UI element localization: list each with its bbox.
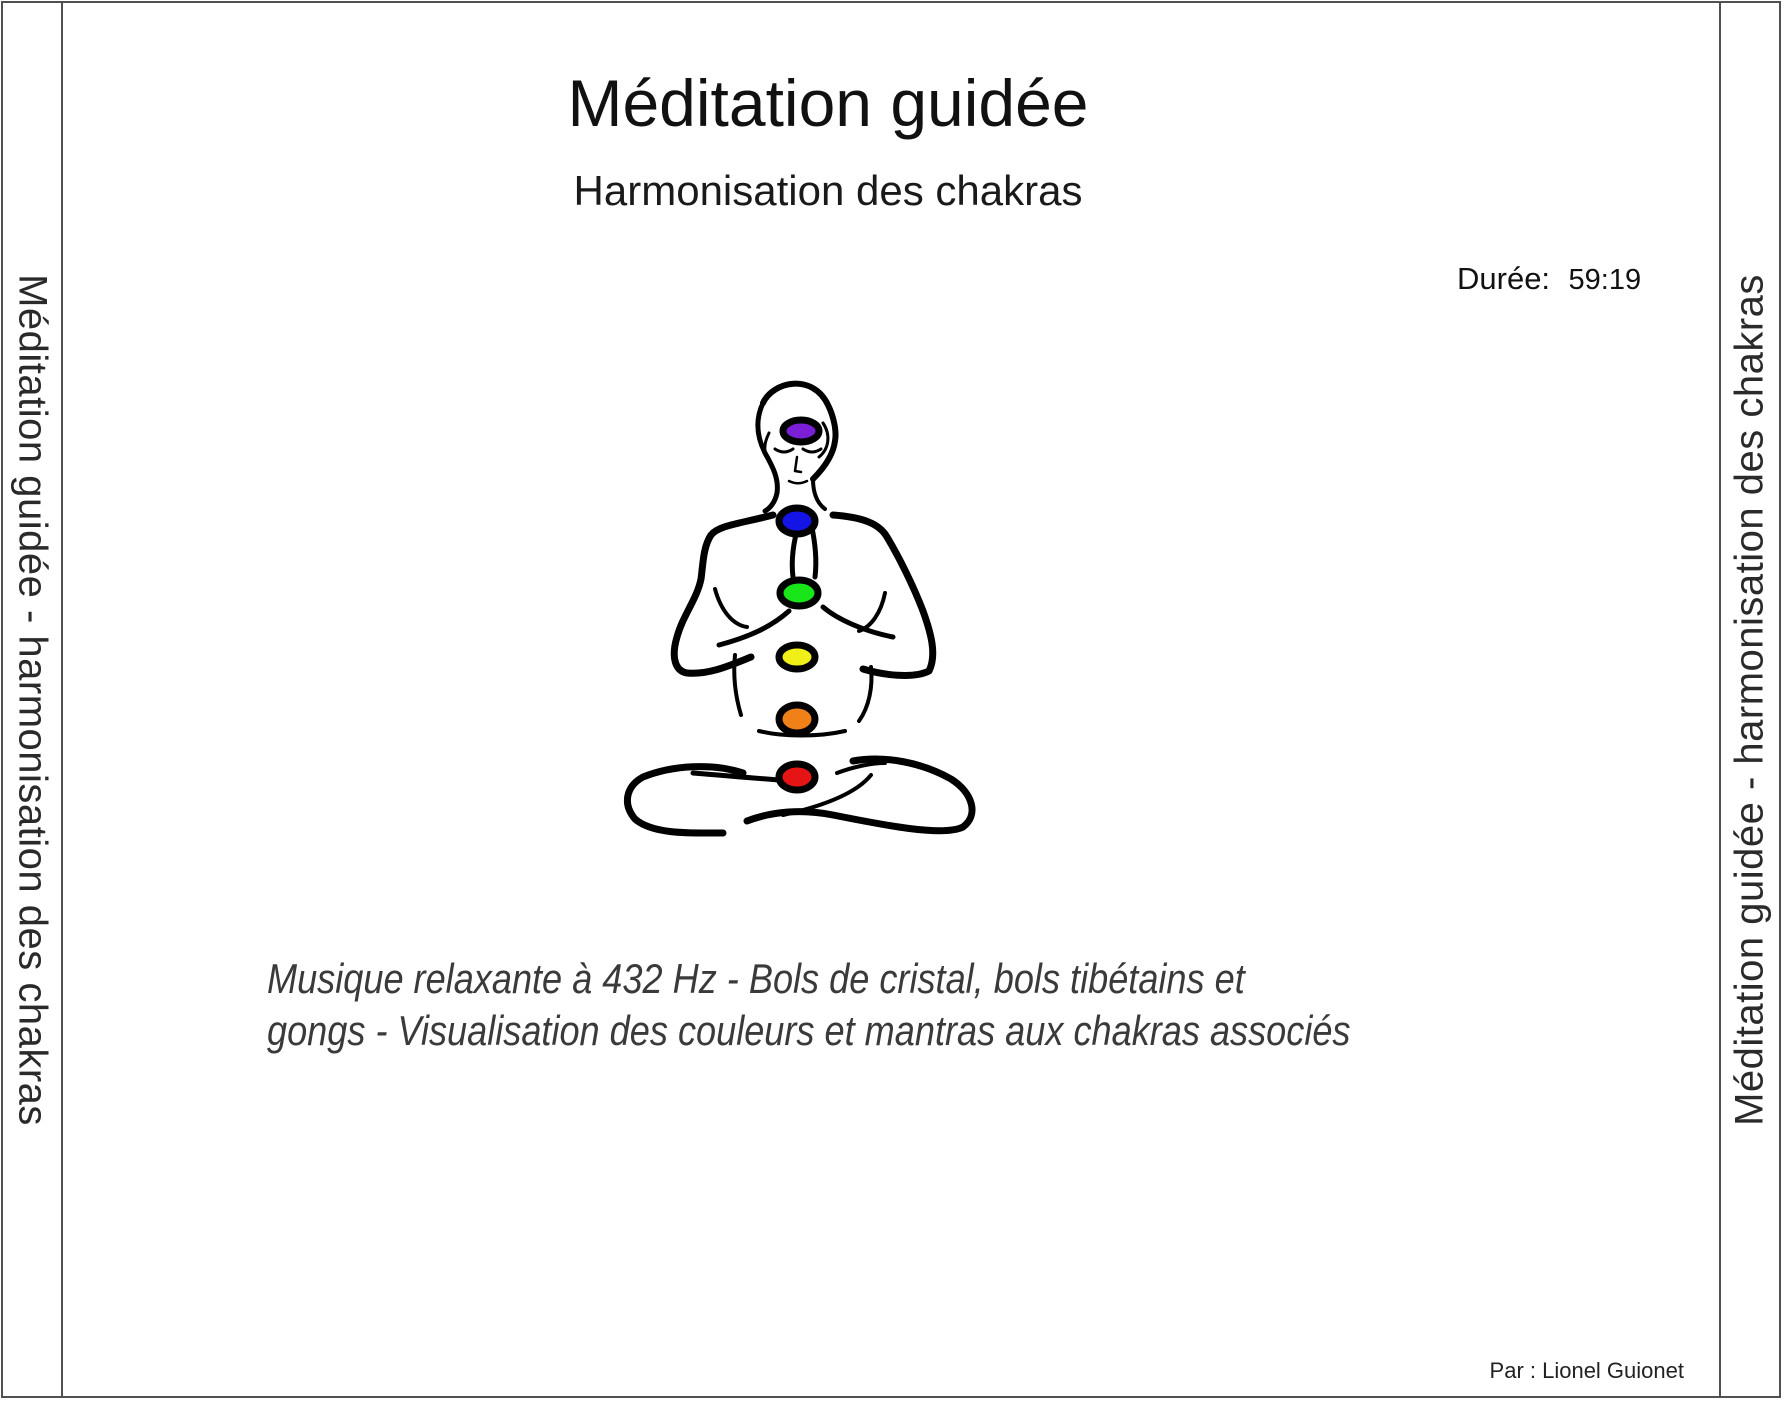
- cover-title: Méditation guidée: [567, 66, 1089, 140]
- right-spine-text: Méditation guidée - harmonisation des chakras: [1727, 273, 1772, 1126]
- description-line-1: Musique relaxante à 432 Hz - Bols de cristal, bols tibétains et: [267, 955, 1245, 1002]
- cd-cover: [1, 1, 1781, 1398]
- duration-label: Durée:: [1457, 261, 1551, 296]
- description: [267, 953, 1351, 1057]
- cover-subtitle: Harmonisation des chakras: [573, 167, 1083, 214]
- chakra-sacral: [779, 705, 815, 733]
- chakra-crown: [783, 420, 819, 442]
- chakra-heart: [780, 580, 818, 606]
- author-credit: Par : Lionel Guionet: [1489, 1358, 1684, 1383]
- description-line-2: gongs - Visualisation des couleurs et mantras aux chakras associés: [267, 1007, 1351, 1054]
- right-spine: [1719, 3, 1779, 1396]
- meditating-figure-icon: [623, 375, 1043, 875]
- left-spine-text: Méditation guidée - harmonisation des chakras: [10, 273, 55, 1126]
- chakra-throat: [779, 508, 815, 534]
- duration-value: 59:19: [1568, 264, 1642, 296]
- duration: [1457, 261, 1641, 297]
- chakra-root: [779, 764, 815, 790]
- chakra-solar: [779, 645, 815, 669]
